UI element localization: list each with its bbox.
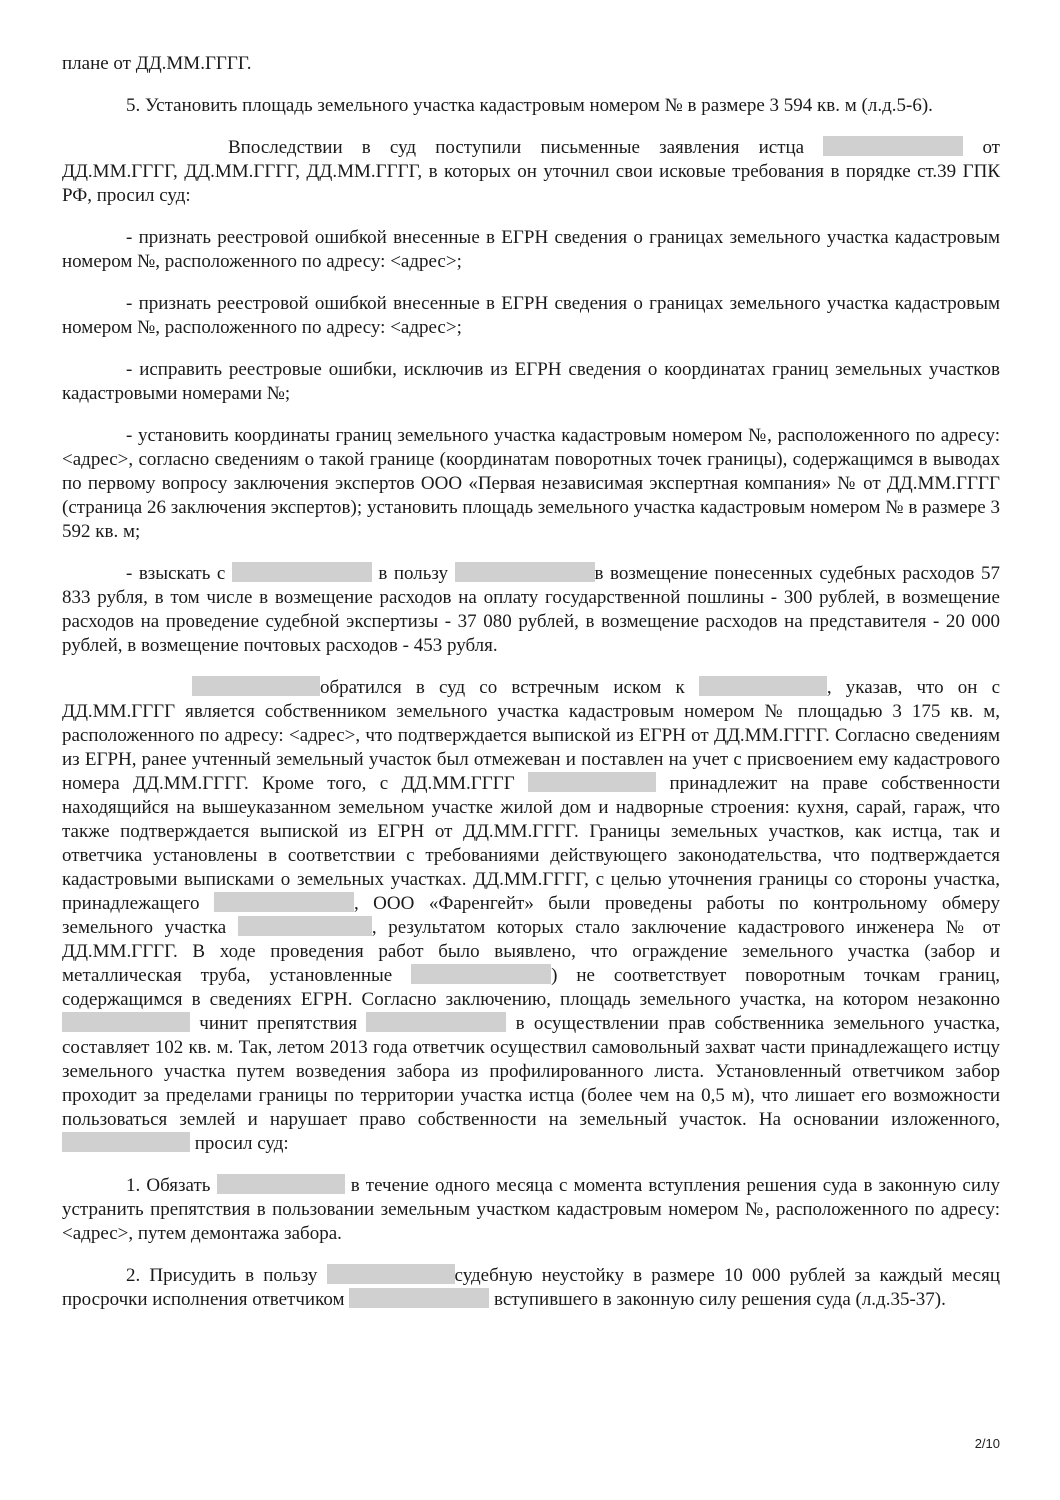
- redacted-block: [349, 1288, 489, 1308]
- redacted-block: [62, 1012, 190, 1032]
- redacted-block: [411, 964, 551, 984]
- redacted-block: [455, 562, 595, 582]
- redacted-block: [327, 1264, 455, 1284]
- paragraph-1: 5. Установить площадь земельного участка кадастровым номером № в размере 3 594 кв. м (л.д.5-6).: [126, 95, 933, 116]
- page-number: 2/10: [974, 1436, 1000, 1451]
- redacted-block: [699, 676, 827, 696]
- paragraph-6: - установить координаты границ земельного участка кадастровым номером №, расположенного по адресу: <адрес>, согласно сведениям о такой границе (координатам поворотных точек границы), содержащимся в выводах по первому вопросу заключения экспертов ООО «Первая независимая экспертная компания» № от ДД.ММ.ГГГГ (страница 26 заключения экспертов); установить площадь земельного участка кадастровым номером № в размере 3 592 кв. м;: [62, 425, 1000, 542]
- paragraph-3: - признать реестровой ошибкой внесенные в ЕГРН сведения о границах земельного участка кадастровым номером №, расположенного по адресу: <адрес>;: [62, 227, 1000, 272]
- redacted-block: [528, 772, 656, 792]
- paragraph-8: обратился в суд со встречным иском к , указав, что он с ДД.ММ.ГГГГ является собственником земельного участка кадастровым номером № площадью 3 175 кв. м, расположенного по адресу: <адрес>, что подтверждается выпиской из ЕГРН от ДД.ММ.ГГГГ. Согласно сведениям из ЕГРН, ранее учтенный земельный участок был отмежеван и поставлен на учет с присвоением ему кадастрового номера ДД.ММ.ГГГГ. Кроме того, с ДД.ММ.ГГГГ принадлежит на праве собственности находящийся на вышеуказанном земельном участке жилой дом и надворные строения: кухня, сарай, гараж, что также подтверждается выпиской из ЕГРН от ДД.ММ.ГГГГ. Границы земельных участков, как истца, так и ответчика установлены в соответствии с требованиями действующего законодательства, что подтверждается кадастровыми выписками о земельных участках. ДД.ММ.ГГГГ, с целью уточнения границы со стороны участка, принадлежащего , ООО «Фаренгейт» были проведены работы по контрольному обмеру земельного участка , результатом которых стало заключение кадастрового инженера № от ДД.ММ.ГГГГ. В ходе проведения работ было выявлено, что ограждение земельного участка (забор и металлическая труба, установленные ) не соответствует поворотным точкам границ, содержащимся в сведениях ЕГРН. Согласно заключению, площадь земельного участка, на котором незаконно чинит препятствия в осуществлении прав собственника земельного участка, составляет 102 кв. м. Так, летом 2013 года ответчик осуществил самовольный захват части принадлежащего истцу земельного участка путем возведения забора из профилированного листа. Установленный ответчиком забор проходит за пределами границы по территории участка истца (более чем на 0,5 м), что лишает его возможности пользоваться землей и нарушает право собственности на земельный участок. На основании изложенного, просил суд:: [62, 677, 1001, 1154]
- redacted-block: [192, 676, 320, 696]
- paragraph-2: Впоследствии в суд поступили письменные заявления истца от ДД.ММ.ГГГГ, ДД.ММ.ГГГГ, ДД.ММ.ГГГГ, в которых он уточнил свои исковые требования в порядке ст.39 ГПК РФ, просил суд:: [62, 137, 1000, 206]
- paragraph-10: 2. Присудить в пользу судебную неустойку в размере 10 000 рублей за каждый месяц просрочки исполнения ответчиком вступившего в законную силу решения суда (л.д.35-37).: [62, 1265, 1001, 1310]
- redacted-block: [366, 1012, 506, 1032]
- paragraph-9: 1. Обязать в течение одного месяца с момента вступления решения суда в законную силу устранить препятствия в пользовании земельным участком кадастровым номером №, расположенного по адресу: <адрес>, путем демонтажа забора.: [62, 1175, 1000, 1244]
- paragraph-0: плане от ДД.ММ.ГГГГ.: [62, 53, 252, 74]
- redacted-block: [62, 1132, 190, 1152]
- paragraph-7: - взыскать с в пользу в возмещение понесенных судебных расходов 57 833 рубля, в том числе в возмещение расходов на оплату государственной пошлины - 300 рублей, в возмещение расходов на проведение судебной экспертизы - 37 080 рублей, в возмещение расходов на представителя - 20 000 рублей, в возмещение почтовых расходов - 453 рубля.: [62, 563, 1001, 656]
- redacted-block: [823, 136, 963, 156]
- redacted-block: [217, 1174, 345, 1194]
- redacted-block: [238, 916, 372, 936]
- redacted-block: [232, 562, 372, 582]
- paragraph-4: - признать реестровой ошибкой внесенные в ЕГРН сведения о границах земельного участка кадастровым номером №, расположенного по адресу: <адрес>;: [62, 293, 1000, 338]
- redacted-block: [214, 892, 354, 912]
- paragraph-5: - исправить реестровые ошибки, исключив из ЕГРН сведения о координатах границ земельных участков кадастровыми номерами №;: [62, 359, 1000, 404]
